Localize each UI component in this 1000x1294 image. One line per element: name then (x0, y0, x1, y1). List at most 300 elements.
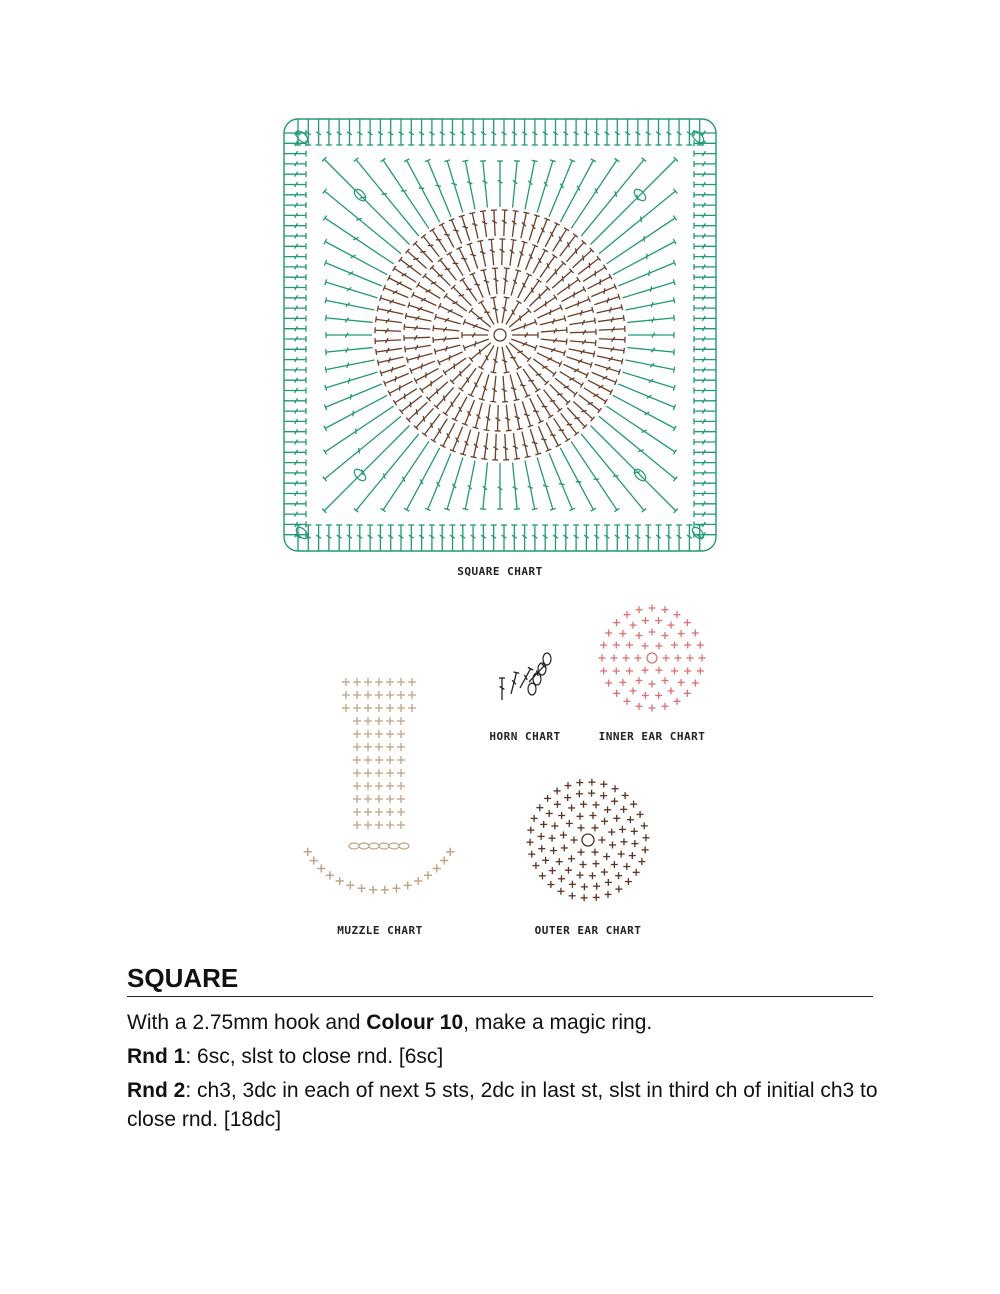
outer-ear-stitch (542, 857, 549, 864)
muzzle-stitch (353, 717, 361, 725)
top-stitch (563, 119, 569, 145)
bottom-stitch (429, 525, 435, 551)
muzzle-stitch (353, 743, 361, 751)
radial-green-stitch (549, 453, 575, 510)
radial-green-stitch (462, 461, 475, 510)
radial-green-stitch (627, 315, 674, 323)
outer-ear-stitch (554, 787, 561, 794)
radial-green-stitch (325, 297, 374, 310)
inner-ear-stitch (692, 630, 699, 637)
bottom-stitch (388, 525, 394, 551)
bottom-stitch (614, 525, 620, 551)
outer-ear-stitch (544, 795, 551, 802)
muzzle-stitch (364, 743, 372, 751)
top-stitch (388, 119, 394, 145)
outer-ear-stitch (633, 869, 640, 876)
inner-ear-stitch (626, 642, 633, 649)
outer-ear-stitch (531, 815, 538, 822)
muzzle-stitch (386, 808, 394, 816)
top-stitch (635, 119, 641, 145)
centre-stitch (541, 327, 567, 333)
inner-ear-stitch (636, 632, 643, 639)
left-stitch (284, 295, 306, 301)
bottom-stitch (480, 525, 486, 551)
inner-ear-stitch (600, 667, 607, 674)
top-stitch (522, 119, 528, 145)
centre-stitch (512, 332, 538, 338)
inner-ear-stitch (692, 680, 699, 687)
muzzle-stitch (364, 821, 372, 829)
muzzle-stitch (342, 691, 350, 699)
muzzle-stitch (397, 808, 405, 816)
bottom-stitch (511, 525, 517, 551)
outer-ear-stitch (577, 813, 584, 820)
radial-green-stitch (525, 461, 538, 510)
outer-ear-chart-caption: OUTER EAR CHART (534, 924, 642, 937)
inner-ear-stitch (630, 687, 637, 694)
outer-ear-stitch (630, 801, 637, 808)
muzzle-stitch (364, 717, 372, 725)
radial-green-stitch (324, 384, 381, 410)
top-stitch (666, 119, 672, 145)
inner-ear-stitch (636, 677, 643, 684)
outer-ear-stitch (620, 838, 627, 845)
left-stitch (284, 398, 306, 404)
centre-stitch (510, 240, 517, 266)
inner-ear-stitch (619, 630, 626, 637)
outer-ear-stitch (613, 815, 620, 822)
corner-chain-icon (690, 129, 706, 145)
bottom-stitch (491, 525, 497, 551)
radial-green-stitch (599, 416, 677, 481)
muzzle-stitch (364, 704, 372, 712)
radial-green-stitch (425, 453, 451, 510)
inner-ear-stitch (684, 667, 691, 674)
outer-ear-stitch (532, 862, 539, 869)
radial-green-stitch (325, 372, 378, 391)
outer-ear-stitch (600, 781, 607, 788)
outer-ear-stitch (565, 867, 572, 874)
centre-stitch (460, 278, 477, 301)
muzzle-stitch (364, 769, 372, 777)
left-stitch (284, 202, 306, 208)
bottom-stitch (594, 525, 600, 551)
muzzle-chain-icon (389, 843, 399, 849)
outer-ear-stitch (638, 858, 645, 865)
left-stitch (284, 377, 306, 383)
inner-ear-stitch (626, 668, 633, 675)
centre-stitch (471, 432, 479, 458)
muzzle-stitch (375, 769, 383, 777)
inner-ear-stitch (642, 667, 649, 674)
inner-ear-stitch (678, 630, 685, 637)
muzzle-stitch (375, 782, 383, 790)
outer-ear-stitch (642, 834, 649, 841)
left-stitch (284, 254, 306, 260)
centre-stitch (511, 339, 536, 351)
outer-ear-stitch (557, 888, 564, 895)
centre-stitch (478, 301, 494, 325)
muzzle-outer-stitch (414, 877, 422, 885)
top-stitch (645, 119, 651, 145)
left-stitch (284, 305, 306, 311)
bottom-stitch (501, 525, 507, 551)
bottom-stitch (686, 525, 692, 551)
muzzle-stitch (397, 691, 405, 699)
radial-green-stitch (591, 426, 678, 513)
left-stitch (284, 326, 306, 332)
bottom-stitch (625, 525, 631, 551)
bottom-stitch (316, 525, 322, 551)
centre-stitch (569, 318, 595, 325)
right-stitch (694, 274, 716, 280)
inner-ear-stitch (649, 629, 656, 636)
right-stitch (694, 305, 716, 311)
left-stitch (284, 140, 306, 146)
inner-ear-stitch (600, 642, 607, 649)
top-stitch (532, 119, 538, 145)
muzzle-stitch (397, 821, 405, 829)
muzzle-stitch (364, 730, 372, 738)
top-stitch (676, 119, 682, 145)
centre-stitch (490, 376, 496, 402)
left-stitch (284, 151, 306, 157)
centre-stitch (598, 347, 624, 354)
outer-ear-stitch (558, 875, 565, 882)
outer-ear-stitch (565, 782, 572, 789)
radial-green-stitch (444, 457, 463, 510)
centre-stitch (506, 301, 522, 325)
inner-ear-stitch (697, 642, 704, 649)
outer-ear-stitch (549, 835, 556, 842)
muzzle-stitch (386, 691, 394, 699)
radial-green-stitch (622, 279, 675, 298)
muzzle-stitch (375, 743, 383, 751)
centre-stitch (513, 433, 520, 459)
left-stitch (284, 511, 306, 517)
centre-stitch (383, 285, 408, 298)
centre-stitch (463, 319, 488, 331)
radial-green-stitch (613, 395, 676, 431)
right-stitch (694, 388, 716, 394)
centre-stitch (435, 314, 461, 324)
radial-green-stitch (613, 239, 676, 275)
radial-green-stitch (462, 160, 475, 209)
centre-stitch (380, 365, 406, 376)
right-stitch (694, 336, 716, 342)
right-stitch (694, 449, 716, 455)
outer-ear-stitch (551, 822, 558, 829)
centre-stitch (533, 359, 556, 377)
centre-stitch (384, 373, 409, 386)
bottom-stitch (604, 525, 610, 551)
inner-ear-stitch (687, 655, 694, 662)
outer-ear-stitch (627, 816, 634, 823)
muzzle-stitch (353, 782, 361, 790)
rnd1-text: : 6sc, slst to close rnd. [6sc] (185, 1045, 444, 1068)
right-stitch (694, 521, 716, 527)
radial-green-stitch (497, 161, 503, 207)
centre-stitch (597, 304, 623, 313)
outer-ear-stitch (581, 894, 588, 901)
centre-stitch (404, 324, 430, 330)
top-stitch (398, 119, 404, 145)
outer-ear-stitch (592, 849, 599, 856)
muzzle-stitch (386, 743, 394, 751)
inner-ear-stitch (656, 642, 663, 649)
centre-stitch (592, 372, 617, 385)
muzzle-outer-stitch (346, 881, 354, 889)
radial-green-stitch (591, 157, 678, 244)
centre-stitch (522, 432, 531, 458)
outer-ear-stitch (611, 798, 618, 805)
outer-ear-stitch (538, 833, 545, 840)
left-stitch (284, 532, 306, 538)
top-stitch (336, 119, 342, 145)
right-stitch (694, 151, 716, 157)
centre-stitch (450, 427, 463, 452)
centre-stitch (449, 219, 462, 244)
inner-ear-stitch (661, 703, 668, 710)
inner-ear-stitch (661, 606, 668, 613)
muzzle-outer-stitch (369, 886, 377, 894)
right-stitch (694, 315, 716, 321)
right-stitch (694, 285, 716, 291)
left-stitch (284, 346, 306, 352)
centre-stitch (375, 338, 401, 344)
inner-ear-stitch (605, 680, 612, 687)
outer-ear-stitch (611, 861, 618, 868)
muzzle-outer-stitch (433, 864, 441, 872)
top-stitch (553, 119, 559, 145)
outer-ear-stitch (536, 804, 543, 811)
muzzle-stitch (397, 769, 405, 777)
right-stitch (694, 326, 716, 332)
left-stitch (284, 171, 306, 177)
radial-green-stitch (322, 426, 409, 513)
outer-ear-stitch (608, 829, 615, 836)
outer-ear-stitch (576, 779, 583, 786)
centre-stitch (529, 215, 540, 241)
left-stitch (284, 192, 306, 198)
top-stitch (429, 119, 435, 145)
muzzle-stitch (375, 756, 383, 764)
outer-ear-stitch (629, 852, 636, 859)
muzzle-outer-stitch (358, 884, 366, 892)
right-stitch (694, 501, 716, 507)
left-stitch (284, 429, 306, 435)
inner-ear-stitch (655, 692, 662, 699)
radial-green-stitch (323, 189, 401, 254)
radial-green-stitch (404, 159, 440, 222)
bottom-stitch (336, 525, 342, 551)
bottom-stitch (532, 525, 538, 551)
inner-ear-stitch (623, 655, 630, 662)
top-stitch (377, 119, 383, 145)
top-stitch (347, 119, 353, 145)
centre-stitch (524, 279, 542, 302)
centre-stitch (595, 364, 621, 375)
radial-green-stitch (537, 457, 556, 510)
outer-ear-stitch (592, 860, 599, 867)
muzzle-stitch (342, 704, 350, 712)
left-stitch (284, 439, 306, 445)
muzzle-stitch (353, 821, 361, 829)
centre-stitch (377, 357, 403, 366)
radial-green-stitch (537, 160, 556, 213)
outer-ear-stitch (561, 844, 568, 851)
muzzle-outer-stitch (392, 884, 400, 892)
outer-ear-stitch (601, 869, 608, 876)
top-stitch (419, 119, 425, 145)
outer-ear-stitch (571, 837, 578, 844)
left-stitch (284, 449, 306, 455)
centre-stitch (499, 239, 505, 265)
centre-stitch (462, 332, 488, 338)
inner-ear-stitch (642, 617, 649, 624)
left-stitch (284, 388, 306, 394)
inner-ear-stitch (668, 687, 675, 694)
muzzle-stitch (364, 756, 372, 764)
centre-stitch (480, 211, 487, 237)
muzzle-stitch (408, 691, 416, 699)
bottom-stitch (470, 525, 476, 551)
inner-ear-stitch (599, 655, 606, 662)
outer-ear-stitch (547, 881, 554, 888)
centre-stitch (433, 337, 459, 343)
right-stitch (694, 130, 716, 136)
outer-ear-stitch (641, 822, 648, 829)
muzzle-stitch (364, 795, 372, 803)
centre-stitch (567, 357, 593, 368)
right-stitch (694, 192, 716, 198)
outer-ear-stitch (593, 801, 600, 808)
bottom-stitch (522, 525, 528, 551)
centre-stitch (375, 327, 401, 333)
radial-green-stitch (497, 463, 503, 509)
centre-stitch (511, 319, 536, 331)
muzzle-stitch (375, 795, 383, 803)
left-stitch (284, 264, 306, 270)
inner-ear-stitch (649, 705, 656, 712)
top-stitch (316, 119, 322, 145)
inner-ear-stitch (671, 642, 678, 649)
outer-ear-stitch (589, 872, 596, 879)
inner-ear-chart-diagram (592, 602, 712, 714)
left-stitch (284, 274, 306, 280)
inner-ear-stitch (613, 690, 620, 697)
muzzle-stitch (397, 743, 405, 751)
centre-stitch (569, 349, 595, 357)
right-stitch (694, 212, 716, 218)
radial-green-stitch (326, 332, 372, 338)
centre-stitch (495, 405, 501, 431)
muzzle-outer-stitch (336, 877, 344, 885)
inner-ear-stitch (668, 622, 675, 629)
inner-ear-stitch (678, 679, 685, 686)
centre-stitch (510, 375, 519, 401)
outer-ear-stitch (599, 837, 606, 844)
left-stitch (284, 521, 306, 527)
right-stitch (694, 532, 716, 538)
outer-ear-stitch (569, 892, 576, 899)
centre-stitch (522, 401, 533, 427)
outer-ear-stitch (569, 881, 576, 888)
inner-ear-stitch (697, 667, 704, 674)
bottom-stitch (439, 525, 445, 551)
muzzle-outer-stitch (310, 857, 318, 865)
outer-ear-stitch (637, 811, 644, 818)
centre-stitch (405, 345, 431, 352)
radial-green-stitch (513, 161, 521, 208)
corner-chain-icon (690, 525, 706, 541)
intro-text: With a 2.75mm hook and (127, 1011, 367, 1034)
left-stitch (284, 408, 306, 414)
right-stitch (694, 408, 716, 414)
rnd2-label: Rnd 2 (127, 1079, 186, 1102)
muzzle-chain-icon (379, 843, 389, 849)
centre-stitch (462, 400, 474, 425)
bottom-stitch (645, 525, 651, 551)
outer-ear-stitch (527, 839, 534, 846)
outer-ear-stitch (631, 840, 638, 847)
muzzle-stitch (386, 730, 394, 738)
inner-ear-stitch (674, 611, 681, 618)
top-stitch (326, 119, 332, 145)
magic-ring-icon (494, 329, 506, 341)
top-stitch (367, 119, 373, 145)
muzzle-stitch (353, 678, 361, 686)
inner-ear-stitch (655, 617, 662, 624)
outer-ear-stitch (578, 849, 585, 856)
muzzle-stitch (397, 704, 405, 712)
centre-stitch (467, 243, 478, 269)
left-stitch (284, 285, 306, 291)
outer-ear-stitch (615, 872, 622, 879)
centre-stitch (377, 306, 403, 314)
top-stitch (470, 119, 476, 145)
outer-ear-stitch (578, 824, 585, 831)
centre-stitch (473, 403, 483, 429)
outer-ear-stitch (568, 804, 575, 811)
outer-ear-stitch (604, 806, 611, 813)
muzzle-stitch (353, 730, 361, 738)
centre-stitch (479, 374, 489, 400)
right-stitch (694, 182, 716, 188)
outer-ear-stitch (609, 841, 616, 848)
centre-stitch (526, 245, 538, 270)
outer-ear-stitch (550, 847, 557, 854)
right-stitch (694, 243, 716, 249)
section-title: SQUARE (127, 963, 239, 993)
centre-stitch (433, 325, 459, 331)
radial-green-stitch (513, 462, 521, 509)
right-stitch (694, 202, 716, 208)
bottom-stitch (450, 525, 456, 551)
right-stitch (694, 377, 716, 383)
outer-ear-stitch (642, 846, 649, 853)
outer-ear-stitch (580, 861, 587, 868)
radial-green-stitch (404, 448, 440, 511)
right-stitch (694, 264, 716, 270)
inner-ear-stitch (649, 681, 656, 688)
radial-green-stitch (480, 462, 488, 509)
muzzle-stitch (353, 795, 361, 803)
top-stitch (583, 119, 589, 145)
radial-green-stitch (322, 157, 409, 244)
outer-ear-stitch (612, 785, 619, 792)
bottom-stitch (408, 525, 414, 551)
